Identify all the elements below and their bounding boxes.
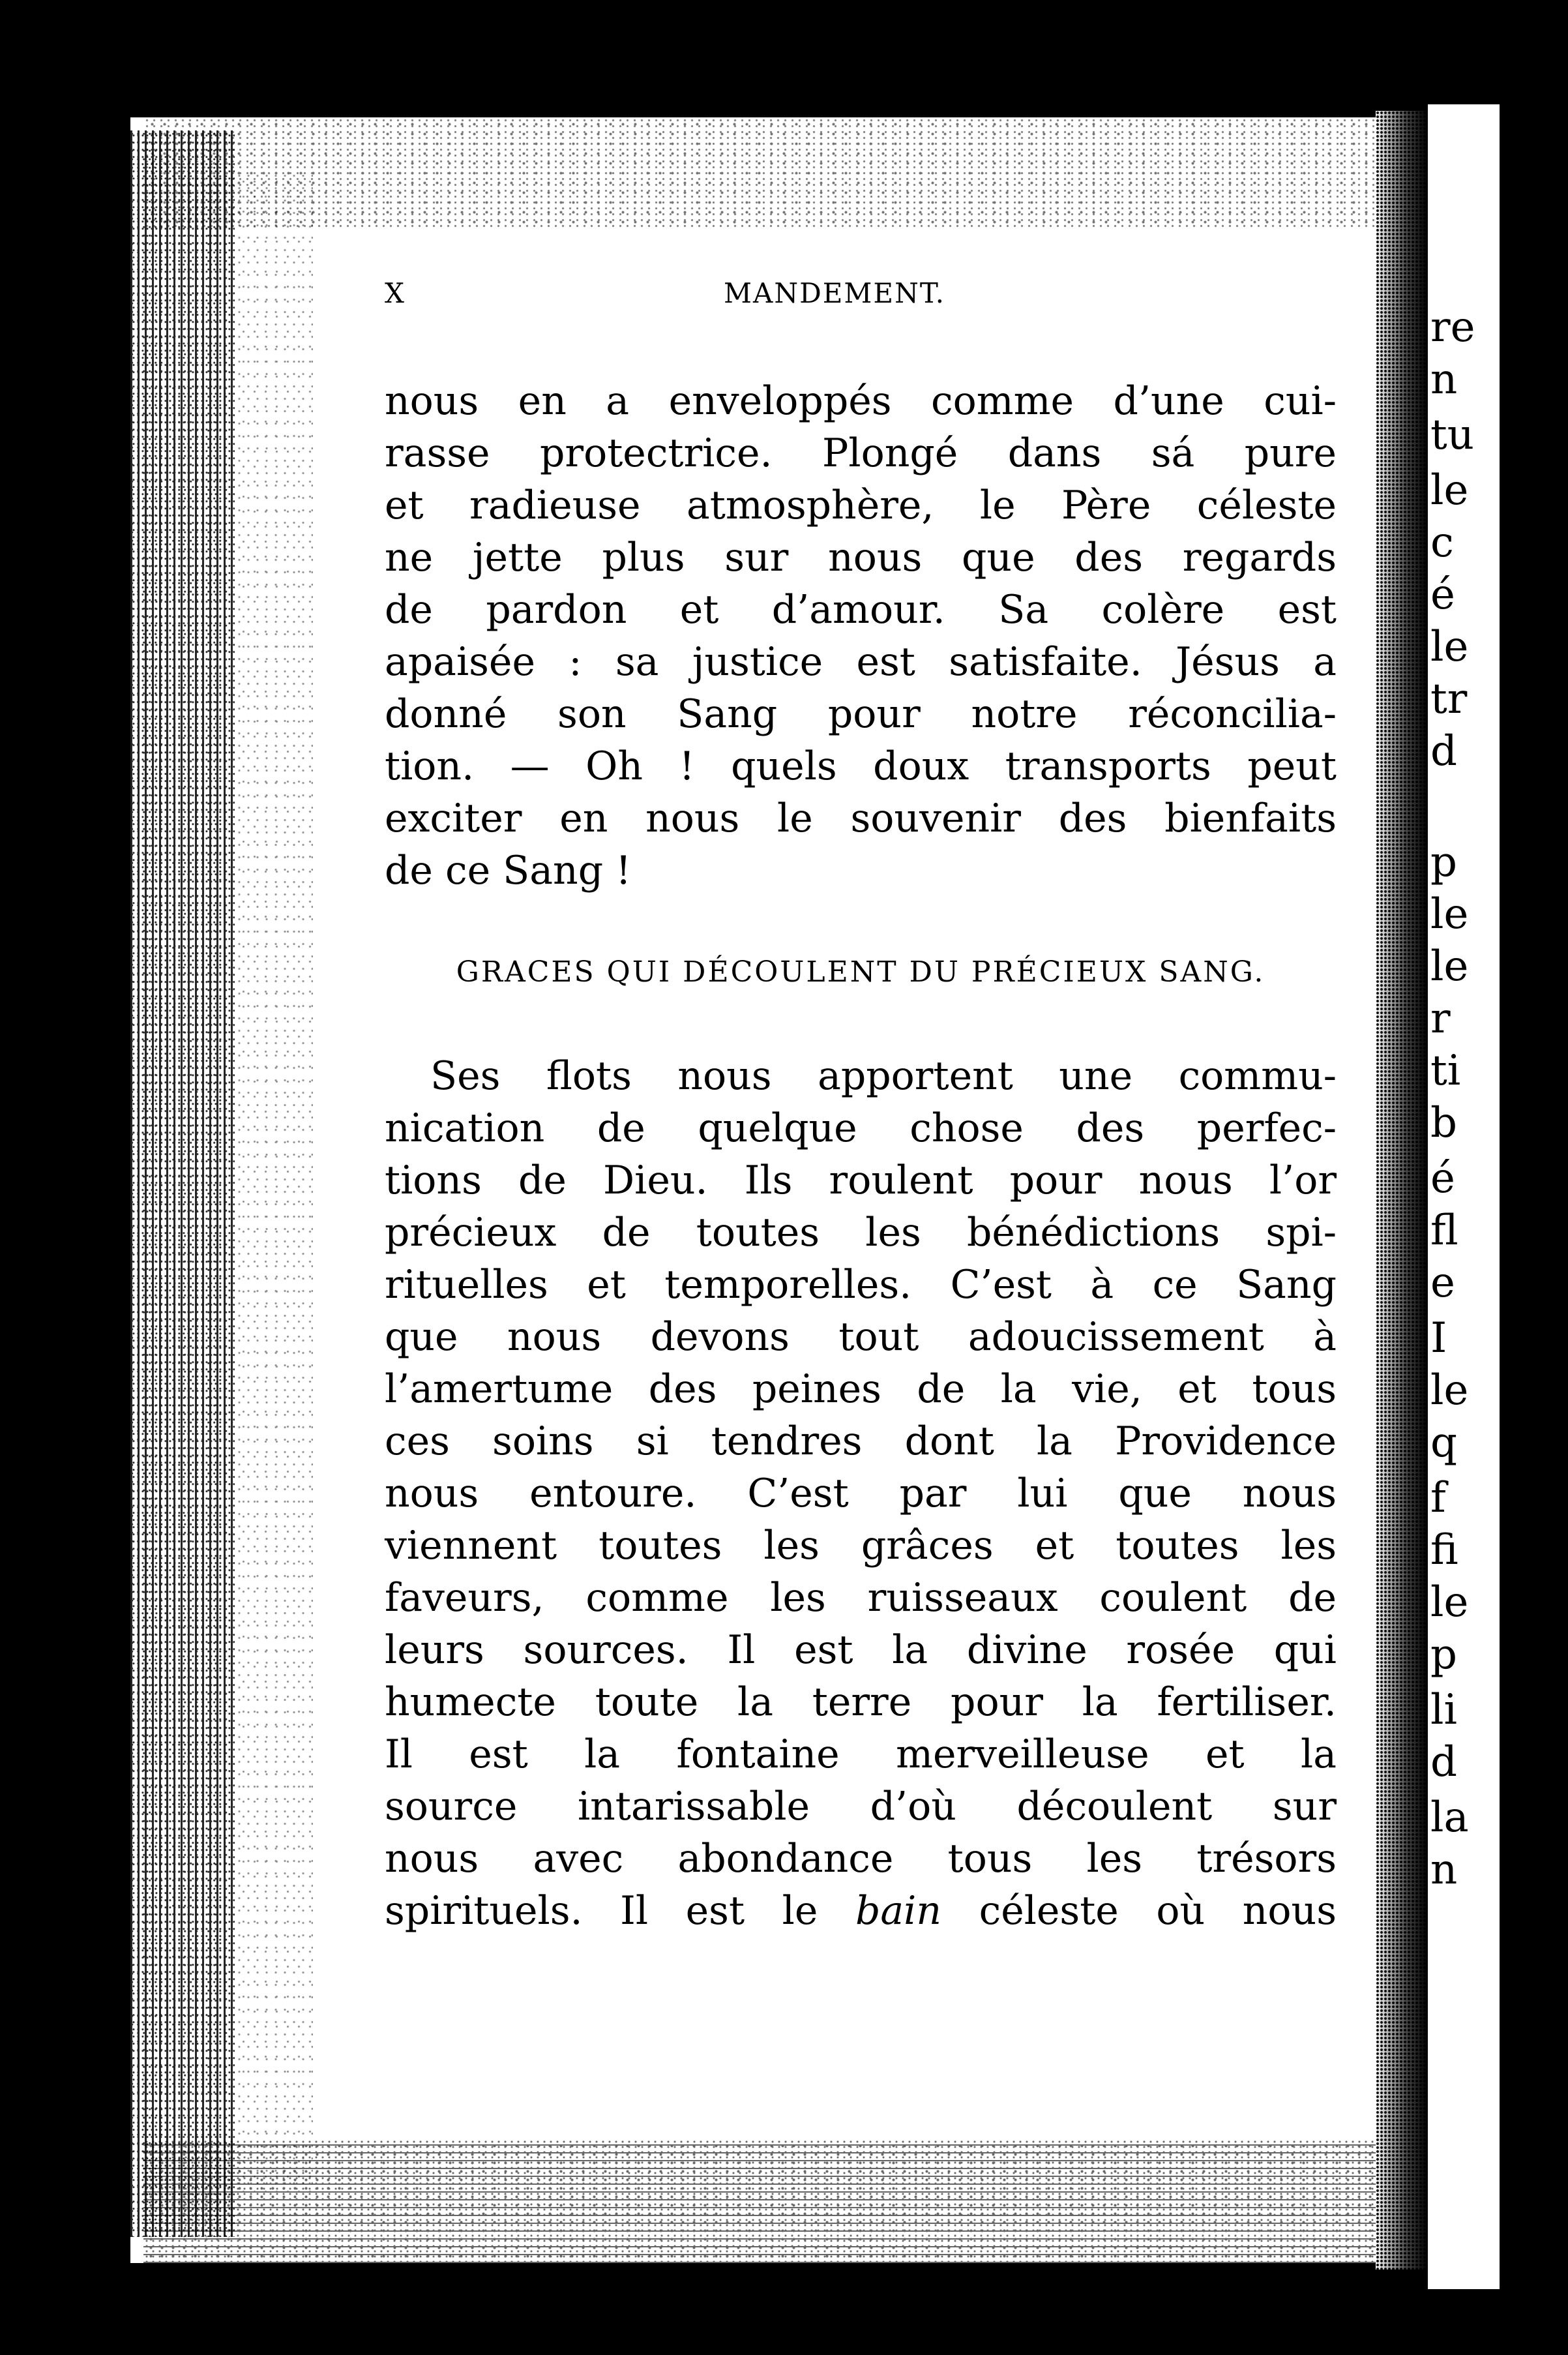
text-line: faveurs, comme les ruisseaux coulent de [385,1575,1337,1621]
text-line: leurs sources. Il est la divine rosée qui [385,1627,1337,1673]
facing-page-fragment: le [1430,942,1469,991]
running-title: MANDEMENT. [724,277,946,309]
facing-page-fragment: f [1430,1474,1446,1522]
facing-page-fragment: q [1430,1418,1457,1467]
right-border [1500,0,1568,2355]
facing-page-fragment: n [1430,1846,1458,1894]
text-line: l’amertume des peines de la vie, et tous [385,1366,1337,1412]
facing-page-fragment: d [1430,1738,1457,1786]
left-page-edges [130,130,235,2237]
text-line: exciter en nous le souvenir des bienfaits [385,796,1337,841]
text-line: que nous devons tout adoucissement à [385,1314,1337,1360]
text-line: apaisée : sa justice est satisfaite. Jésus a [385,639,1337,685]
text-line: tion. — Oh ! quels doux transports peut [385,743,1337,789]
facing-page-fragment: n [1430,355,1458,404]
facing-page-fragment: r [1430,995,1451,1043]
facing-page-fragment: fi [1430,1526,1458,1574]
text-line [385,1885,1337,1937]
bottom-page-edge [143,2139,1421,2263]
facing-page-fragment: la [1430,1793,1469,1842]
facing-page-fragment: é [1430,1154,1455,1203]
facing-page-fragment: d [1430,727,1457,775]
facing-page-fragment: I [1430,1314,1447,1362]
paragraph-2 [385,1050,1337,1937]
facing-page-fragment: le [1430,1578,1469,1627]
text-line: ces soins si tendres dont la Providence [385,1418,1337,1464]
facing-page-fragment: re [1430,303,1475,352]
text-line: de ce Sang ! [385,848,632,893]
text-line: rituelles et temporelles. C’est à ce Sang [385,1262,1337,1308]
facing-page-fragment: p [1430,838,1457,886]
facing-page-fragment: ti [1430,1047,1461,1095]
left-margin-speckle [235,170,313,2191]
running-head [385,277,1337,316]
text-line: rasse protectrice. Plongé dans sá pure [385,430,1337,476]
facing-page-fragment: é [1430,571,1455,619]
facing-page-fragment: e [1430,1259,1455,1307]
book-gutter [1376,111,1428,2270]
text-line: viennent toutes les grâces et toutes les [385,1523,1337,1568]
text-line: et radieuse atmosphère, le Père céleste [385,483,1337,528]
facing-page-fragment: le [1430,890,1469,938]
page-number: X [385,277,406,309]
text-line: nous en a enveloppés comme d’une cui- [385,378,1337,424]
facing-page-fragment: le [1430,623,1469,671]
text-line: nous avec abondance tous les trésors [385,1836,1337,1882]
text-line: Il est la fontaine merveilleuse et la [385,1732,1337,1777]
text-line: Ses flots nous apportent une commu- [430,1053,1337,1099]
text-line: nication de quelque chose des perfec- [385,1105,1337,1151]
facing-page-fragment: fl [1430,1207,1458,1255]
text-line: source intarissable d’où découlent sur [385,1784,1337,1829]
text-line: tions de Dieu. Ils roulent pour nous l’or [385,1158,1337,1203]
text-fragment: céleste où nous [941,1888,1337,1934]
facing-page-fragment: li [1430,1686,1457,1734]
facing-page-fragment: le [1430,1366,1469,1415]
text-line: humecte toute la terre pour la fertiliser. [385,1679,1337,1725]
italic-word: bain [855,1888,941,1934]
text-line: précieux de toutes les bénédictions spi- [385,1210,1337,1255]
facing-page-fragment: b [1430,1099,1457,1147]
facing-page-fragment: tu [1430,411,1474,459]
facing-page-strip [1428,104,1500,2289]
paragraph-1 [385,375,1337,897]
text-fragment: spirituels. Il est le [385,1888,855,1934]
text-line: ne jette plus sur nous que des regards [385,535,1337,580]
section-heading: GRACES QUI DÉCOULENT DU PRÉCIEUX SANG. [456,955,1265,989]
facing-page-fragment: c [1430,518,1454,567]
top-page-edge [143,117,1408,228]
facing-page-fragment: le [1430,466,1469,515]
facing-page-fragment: tr [1430,675,1468,723]
text-line: donné son Sang pour notre réconcilia- [385,691,1337,737]
text-line: de pardon et d’amour. Sa colère est [385,587,1337,633]
text-line: nous entoure. C’est par lui que nous [385,1471,1337,1516]
facing-page-fragment: p [1430,1630,1457,1679]
